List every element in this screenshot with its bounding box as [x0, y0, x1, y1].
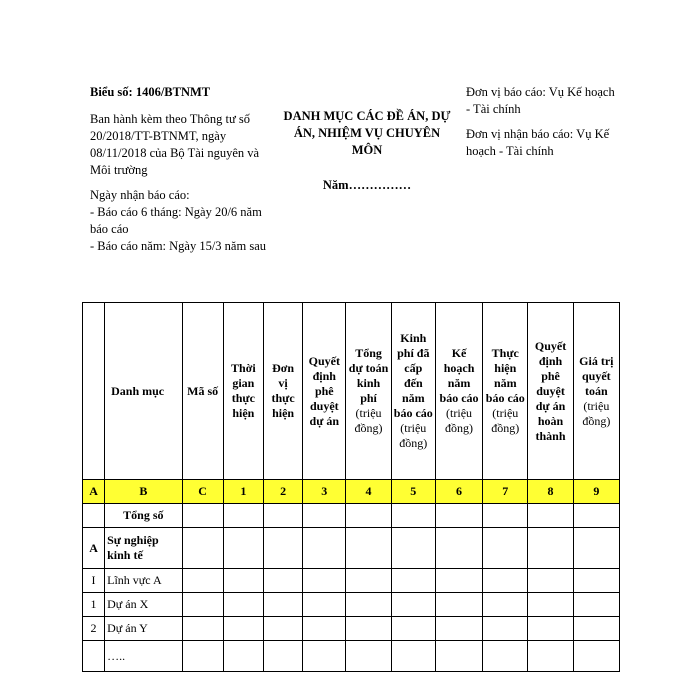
- empty-cell: [391, 504, 435, 528]
- empty-cell: [223, 504, 263, 528]
- empty-cell: [573, 569, 619, 593]
- col-header-approval-decision: Quyết định phê duyệt dự án: [303, 303, 346, 480]
- empty-cell: [303, 641, 346, 672]
- col-header-funded-to-date: Kinh phí đã cấp đến năm báo cáo (triệu đồng): [391, 303, 435, 480]
- table-row: [83, 617, 620, 641]
- empty-cell: [263, 593, 302, 617]
- index-cell: 1: [223, 480, 263, 504]
- empty-cell: [223, 617, 263, 641]
- row-name: Tổng số: [105, 504, 182, 528]
- row-name: Dự án X: [105, 593, 182, 617]
- index-cell: C: [182, 480, 223, 504]
- empty-cell: [391, 593, 435, 617]
- row-stt: 1: [83, 593, 105, 617]
- col-header-category: Danh mục: [105, 303, 182, 480]
- empty-cell: [303, 569, 346, 593]
- empty-cell: [346, 528, 391, 569]
- col-header-stt: [83, 303, 105, 480]
- row-stt: A: [83, 528, 105, 569]
- empty-cell: [573, 617, 619, 641]
- col-header-completion-decision: Quyết định phê duyệt dự án hoàn thành: [528, 303, 573, 480]
- col-header-year-plan: Kế hoạch năm báo cáo (triệu đồng): [435, 303, 482, 480]
- index-cell: B: [105, 480, 182, 504]
- empty-cell: [435, 617, 482, 641]
- empty-cell: [528, 569, 573, 593]
- col-header-duration: Thời gian thực hiện: [223, 303, 263, 480]
- empty-cell: [528, 641, 573, 672]
- row-stt: 2: [83, 617, 105, 641]
- empty-cell: [483, 528, 528, 569]
- year-line: Năm……………: [322, 178, 412, 192]
- col-header-year-actual: Thực hiện năm báo cáo (triệu đồng): [483, 303, 528, 480]
- empty-cell: [223, 528, 263, 569]
- empty-cell: [435, 504, 482, 528]
- empty-cell: [435, 641, 482, 672]
- empty-cell: [528, 617, 573, 641]
- index-cell: 2: [263, 480, 302, 504]
- empty-cell: [573, 641, 619, 672]
- empty-cell: [483, 641, 528, 672]
- index-cell: 8: [528, 480, 573, 504]
- empty-cell: [223, 569, 263, 593]
- empty-cell: [528, 504, 573, 528]
- table-row-total: [83, 504, 620, 528]
- empty-cell: [223, 593, 263, 617]
- col-header-implementing-unit: Đơn vị thực hiện: [263, 303, 302, 480]
- empty-cell: [303, 528, 346, 569]
- table-row-section: [83, 528, 620, 569]
- table-header-row: [83, 303, 620, 480]
- project-list-table: [82, 302, 620, 672]
- empty-cell: [182, 504, 223, 528]
- index-cell: 3: [303, 480, 346, 504]
- row-name: Sự nghiệp kinh tế: [105, 528, 182, 569]
- table-row: [83, 593, 620, 617]
- empty-cell: [346, 593, 391, 617]
- index-cell: 6: [435, 480, 482, 504]
- receive-date-label: Ngày nhận báo cáo:: [90, 188, 190, 202]
- issued-by-text: Ban hành kèm theo Thông tư số 20/2018/TT-BTNMT, ngày 08/11/2018 của Bộ Tài nguyên và Môi trường: [90, 112, 260, 177]
- empty-cell: [263, 641, 302, 672]
- empty-cell: [391, 569, 435, 593]
- unit-info: [466, 84, 616, 160]
- row-stt: [83, 504, 105, 528]
- receive-6-month: - Báo cáo 6 tháng: Ngày 20/6 năm báo cáo: [90, 205, 262, 236]
- receiving-unit: Đơn vị nhận báo cáo: Vụ Kế hoạch - Tài chính: [466, 127, 610, 158]
- empty-cell: [435, 569, 482, 593]
- row-name: …..: [105, 641, 182, 672]
- row-name: Lĩnh vực A: [105, 569, 182, 593]
- table-row: [83, 641, 620, 672]
- index-cell: 5: [391, 480, 435, 504]
- empty-cell: [263, 528, 302, 569]
- empty-cell: [391, 528, 435, 569]
- reporting-unit: Đơn vị báo cáo: Vụ Kế hoạch - Tài chính: [466, 85, 615, 116]
- empty-cell: [391, 641, 435, 672]
- empty-cell: [182, 617, 223, 641]
- row-stt: [83, 641, 105, 672]
- empty-cell: [182, 569, 223, 593]
- empty-cell: [346, 504, 391, 528]
- index-cell: A: [83, 480, 105, 504]
- empty-cell: [483, 504, 528, 528]
- form-number: Biểu số: 1406/BTNMT: [90, 85, 211, 99]
- column-index-row: [83, 480, 620, 504]
- empty-cell: [182, 528, 223, 569]
- empty-cell: [435, 528, 482, 569]
- row-name: Dự án Y: [105, 617, 182, 641]
- empty-cell: [483, 617, 528, 641]
- empty-cell: [483, 593, 528, 617]
- index-cell: 9: [573, 480, 619, 504]
- empty-cell: [391, 617, 435, 641]
- empty-cell: [573, 593, 619, 617]
- index-cell: 7: [483, 480, 528, 504]
- form-info: [90, 84, 270, 255]
- col-header-total-estimate: Tổng dự toán kinh phí (triệu đồng): [346, 303, 391, 480]
- empty-cell: [528, 593, 573, 617]
- empty-cell: [263, 569, 302, 593]
- empty-cell: [182, 641, 223, 672]
- empty-cell: [263, 504, 302, 528]
- empty-cell: [303, 504, 346, 528]
- document-title: DANH MỤC CÁC ĐỀ ÁN, DỰ ÁN, NHIỆM VỤ CHUYÊN MÔN: [283, 109, 451, 157]
- empty-cell: [346, 617, 391, 641]
- empty-cell: [223, 641, 263, 672]
- document-title-block: [282, 108, 452, 194]
- empty-cell: [528, 528, 573, 569]
- index-cell: 4: [346, 480, 391, 504]
- col-header-code: Mã số: [182, 303, 223, 480]
- empty-cell: [573, 528, 619, 569]
- empty-cell: [182, 593, 223, 617]
- empty-cell: [263, 617, 302, 641]
- empty-cell: [346, 641, 391, 672]
- empty-cell: [346, 569, 391, 593]
- col-header-settlement-value: Giá trị quyết toán (triệu đồng): [573, 303, 619, 480]
- receive-year: - Báo cáo năm: Ngày 15/3 năm sau: [90, 239, 266, 253]
- empty-cell: [435, 593, 482, 617]
- row-stt: I: [83, 569, 105, 593]
- empty-cell: [483, 569, 528, 593]
- empty-cell: [303, 617, 346, 641]
- empty-cell: [573, 504, 619, 528]
- empty-cell: [303, 593, 346, 617]
- table-row: [83, 569, 620, 593]
